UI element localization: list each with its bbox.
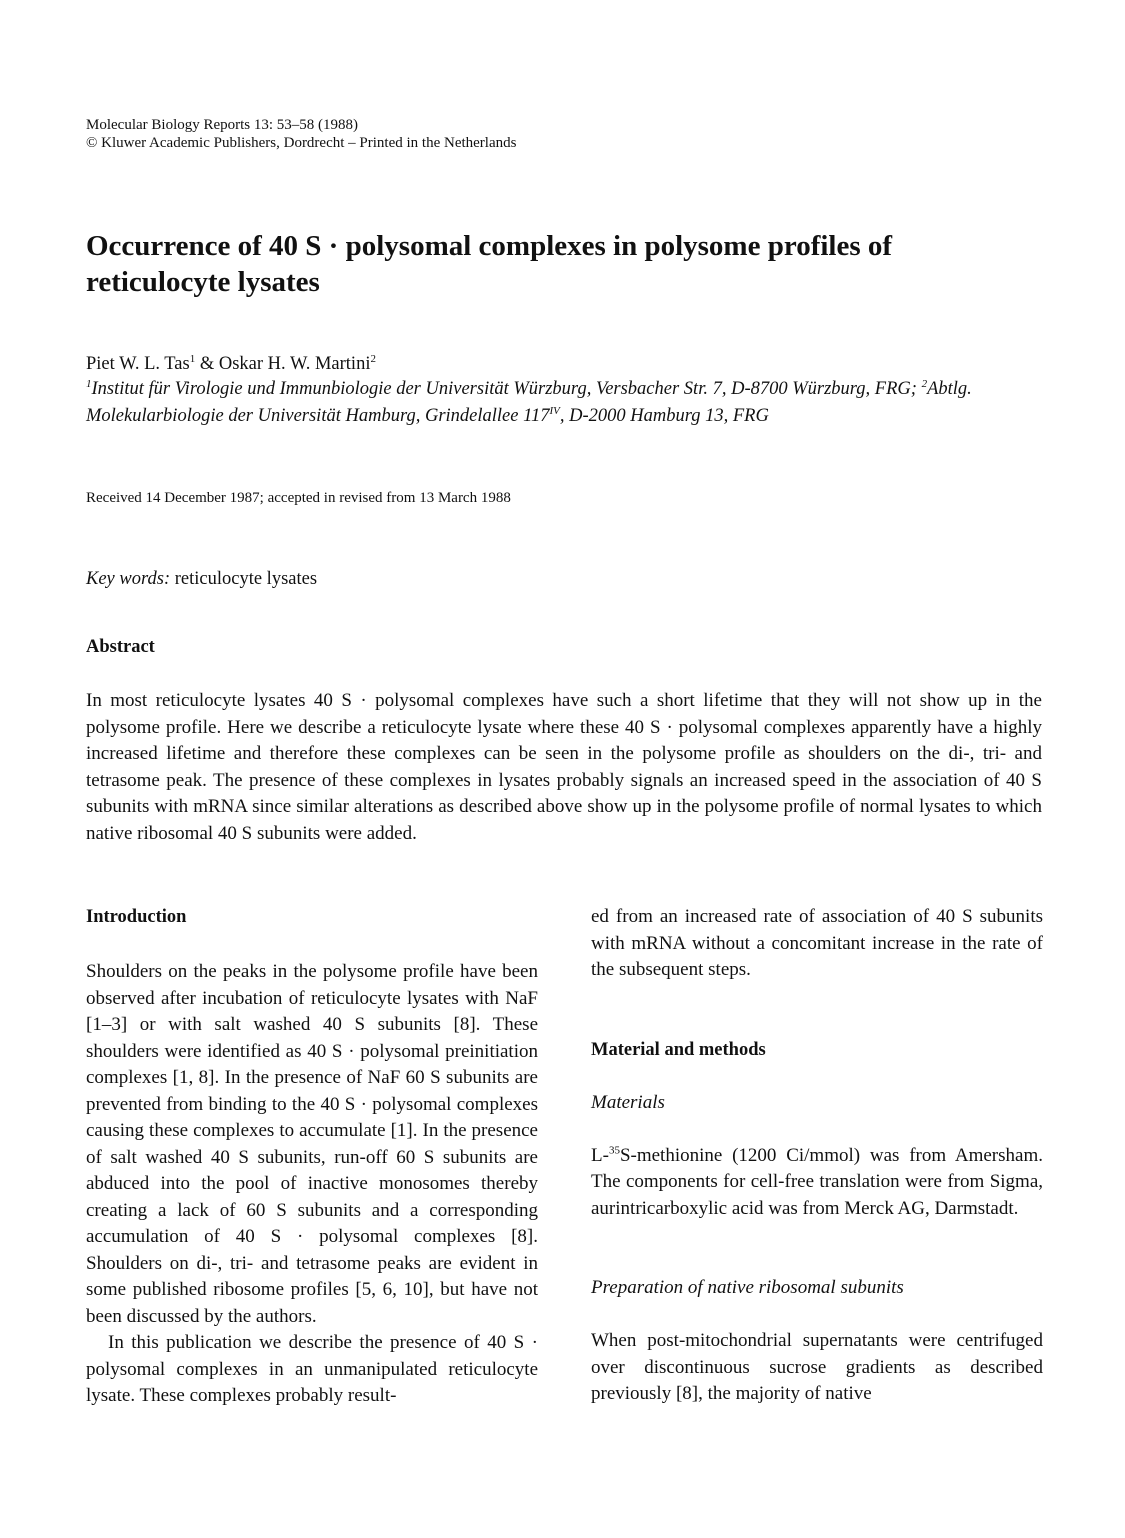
author-conjunction: & <box>195 354 219 374</box>
affiliations <box>86 376 986 430</box>
introduction-paragraph-2-continued: ed from an increased rate of association of 40 S subunits with mRNA without a concomitant increase in the rate of the subsequent steps. <box>591 906 1043 980</box>
affiliation-2-mark: 2 <box>921 377 928 390</box>
introduction-paragraph-1: Shoulders on the peaks in the polysome profile have been observed after incubation of reticulocyte lysates with NaF [1–3] or with salt washed 40 S subunits [8]. These shoulders were identified as 40 S · polysomal preinitiation complexes [1, 8]. In the presence of NaF 60 S subunits are prevented from binding to the 40 S · polysomal complexes causing these complexes to accumulate [1]. In the presence of salt washed 40 S subunits, run-off 60 S subunits are abduced into the pool of inactive monosomes thereby creating a lack of 60 S subunits and a corresponding accumulation of 40 S · polysomal complexes [8]. Shoulders on di-, tri- and tetrasome peaks are evident in some published ribosome profiles [5, 6, 10], but have not been discussed by the authors. <box>86 961 538 1327</box>
right-column <box>591 904 1043 1408</box>
affiliation-2-street-sup: IV <box>549 404 560 417</box>
preparation-subheading: Preparation of native ribosomal subunits <box>591 1277 904 1298</box>
keywords <box>86 567 317 591</box>
introduction-paragraph-2: In this publication we describe the presence of 40 S · polysomal complexes in an unmanipulated reticulocyte lysate. These complexes probably result- <box>86 1332 538 1406</box>
materials-paragraph <box>591 1143 1043 1223</box>
abstract-heading: Abstract <box>86 637 155 657</box>
materials-isotope-prefix: L- <box>591 1144 609 1166</box>
materials-text: S-methionine (1200 Ci/mmol) was from Amersham. The components for cell-free translation were from Sigma, aurintricarboxylic acid was from Merck AG, Darmstadt. <box>591 1144 1043 1219</box>
affiliation-2: Abtlg. Molekularbiologie der Universität Hamburg, Grindelallee 117 <box>86 379 972 426</box>
abstract-text: In most reticulocyte lysates 40 S · polysomal complexes have such a short lifetime that they will not show up in the polysome profile. Here we describe a reticulocyte lysate where these 40 S · polysomal complexes apparently have a highly increased lifetime and therefore these complexes can be seen in the polysome profile as shoulders on the di-, tri- and tetrasome peak. The presence of these complexes in lysates probably signals an increased speed in the association of 40 S subunits with mRNA since similar alterations as described above show up in the polysome profile of normal lysates to which native ribosomal 40 S subunits were added. <box>86 690 1042 844</box>
journal-header <box>86 116 516 152</box>
affiliation-2-city: , D-2000 Hamburg 13, FRG <box>559 406 769 426</box>
affiliation-1: Institut für Virologie und Immunbiologie der Universität Würzburg, Versbacher Str. 7, D-8700 Würzburg, FRG; <box>91 379 922 399</box>
left-column <box>86 904 538 1410</box>
affiliation-1-mark: 1 <box>86 377 92 390</box>
author-tas-affiliation-mark: 1 <box>189 352 196 365</box>
keywords-label: Key words: <box>86 569 171 589</box>
journal-citation: Molecular Biology Reports 13: 53–58 (1988) <box>86 117 359 133</box>
methods-heading: Material and methods <box>591 1039 766 1060</box>
author-line <box>86 352 376 376</box>
author-martini-affiliation-mark: 2 <box>370 352 376 365</box>
author-martini: Oskar H. W. Martini <box>218 354 371 374</box>
keywords-value: reticulocyte lysates <box>170 569 318 589</box>
materials-isotope-mass: 35 <box>608 1144 620 1157</box>
introduction-heading: Introduction <box>86 907 187 927</box>
received-date: Received 14 December 1987; accepted in revised from 13 March 1988 <box>86 490 511 506</box>
publisher-line: © Kluwer Academic Publishers, Dordrecht – Printed in the Netherlands <box>86 135 517 151</box>
article-title: Occurrence of 40 S · polysomal complexes in polysome profiles of reticulocyte lysates <box>86 230 893 298</box>
author-tas: Piet W. L. Tas <box>86 354 190 374</box>
materials-subheading: Materials <box>591 1091 665 1113</box>
preparation-paragraph: When post-mitochondrial supernatants were centrifuged over discontinuous sucrose gradients as described previously [8], the majority of native <box>591 1330 1043 1404</box>
